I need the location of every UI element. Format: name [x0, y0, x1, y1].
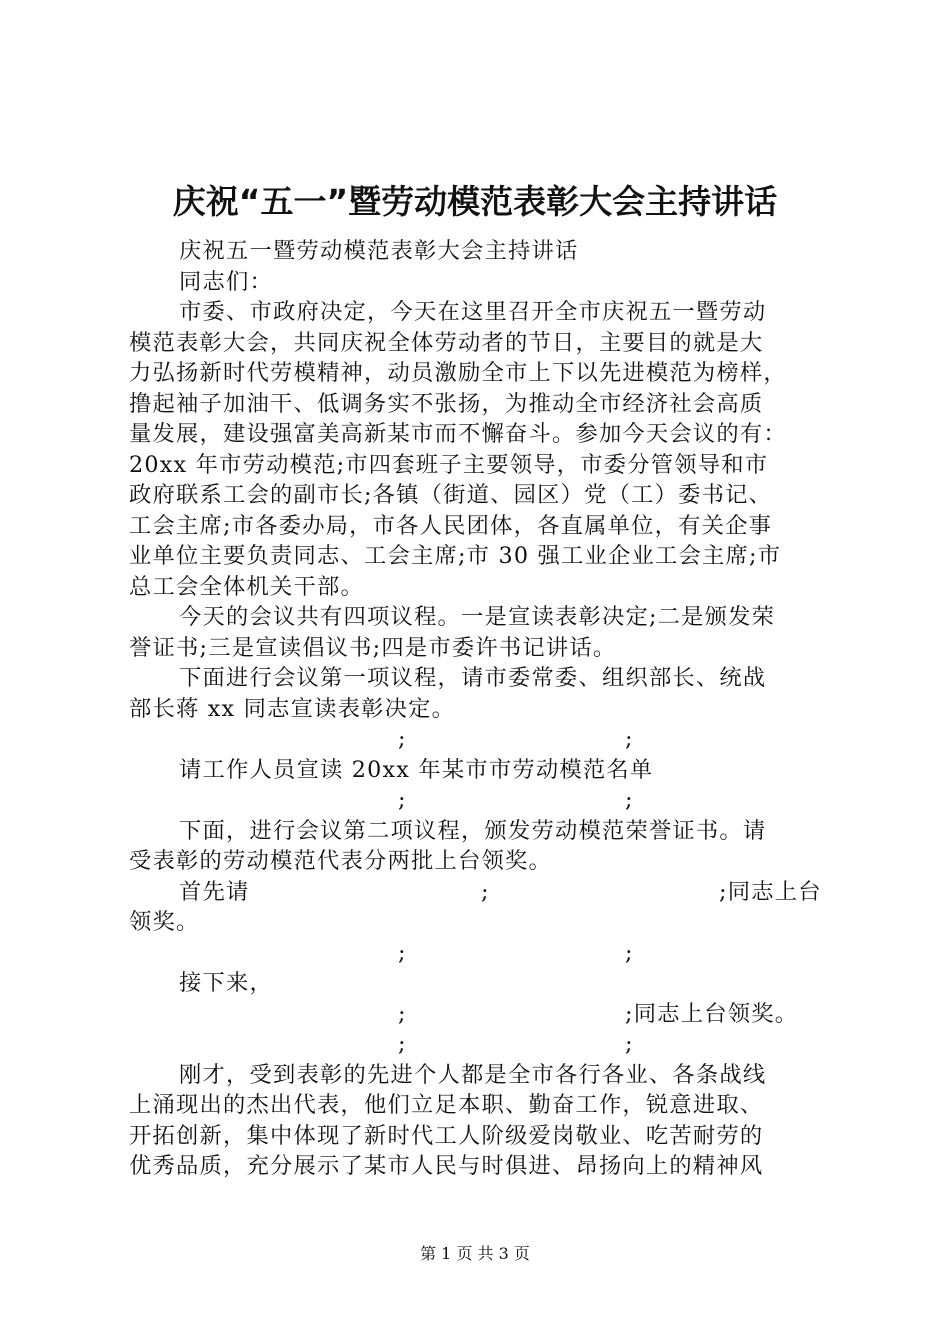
paragraph-line: 刚才，受到表彰的先进个人都是全市各行各业、各条战线: [179, 1061, 767, 1088]
paragraph-line: 力弘扬新时代劳模精神，动员激励全市上下以先进模范为榜样，: [129, 360, 787, 386]
salutation-line: 同志们：: [179, 268, 273, 295]
paragraph-line: 领奖。: [129, 909, 200, 935]
blank-placeholder-line: [129, 938, 829, 969]
paragraph-line: 工会主席;市各委办局，市各人民团体，各直属单位，有关企事: [129, 512, 773, 539]
document-body: [129, 236, 829, 1182]
paragraph-line: 业单位主要负责同志、工会主席;市 30 强工业企业工会主席;市: [129, 543, 782, 569]
paragraph-line: 优秀品质，充分展示了某市人民与时俱进、昂扬向上的精神风: [129, 1153, 764, 1179]
paragraph-text: 首先请: [179, 878, 250, 905]
paragraph-line: 政府联系工会的副市长;各镇（街道、园区）党（工）委书记、: [129, 482, 773, 508]
semicolon-mark: ;: [398, 939, 407, 966]
semicolon-mark: ;: [625, 939, 634, 966]
blank-placeholder-line: [129, 1029, 829, 1060]
semicolon-mark: ;: [398, 787, 407, 813]
semicolon-mark: ;: [398, 1031, 407, 1057]
paragraph-line: 市委、市政府决定，今天在这里召开全市庆祝五一暨劳动: [179, 299, 767, 325]
paragraph-line: 下面进行会议第一项议程，请市委常委、组织部长、统战: [179, 665, 767, 691]
page-number-footer: 第 1 页 共 3 页: [420, 1244, 530, 1263]
paragraph-line: 上涌现出的杰出代表，他们立足本职、勤奋工作，锐意进取、: [129, 1092, 764, 1118]
semicolon-mark: ;: [625, 787, 634, 813]
paragraph-line: 誉证书;三是宣读倡议书;四是市委许书记讲话。: [129, 634, 617, 661]
paragraph-line: 20xx 年市劳动模范;市四套班子主要领导，市委分管领导和市: [129, 451, 769, 478]
paragraph-line: 请工作人员宣读 20xx 年某市市劳动模范名单: [179, 756, 654, 783]
paragraph-line: 模范表彰大会，共同庆祝全体劳动者的节日，主要目的就是大: [129, 329, 764, 356]
paragraph-text: ;同志上台: [719, 878, 822, 905]
blank-placeholder-line: [129, 785, 829, 816]
blank-placeholder-line: [129, 999, 829, 1030]
semicolon-mark: ;: [398, 1000, 407, 1027]
blank-placeholder-line: [129, 724, 829, 755]
semicolon-mark: ;: [625, 726, 634, 752]
document-title: 庆祝“五一”暨劳动模范表彰大会主持讲话: [172, 182, 778, 221]
blank-placeholder-line: [129, 877, 829, 908]
paragraph-text: ;同志上台领奖。: [625, 1000, 799, 1027]
paragraph-line: 下面，进行会议第二项议程，颁发劳动模范荣誉证书。请: [179, 817, 767, 844]
paragraph-line: 开拓创新，集中体现了新时代工人阶级爱岗敬业、吃苦耐劳的: [129, 1122, 764, 1149]
semicolon-mark: ;: [625, 1031, 634, 1057]
semicolon-mark: ;: [481, 878, 490, 905]
paragraph-line: 受表彰的劳动模范代表分两批上台领奖。: [129, 848, 552, 874]
paragraph-line: 撸起袖子加油干、低调务实不张扬，为推动全市经济社会高质: [129, 390, 764, 417]
paragraph-line: 接下来，: [179, 970, 273, 996]
subtitle-line: 庆祝五一暨劳动模范表彰大会主持讲话: [179, 238, 579, 264]
paragraph-line: 总工会全体机关干部。: [129, 573, 364, 600]
semicolon-mark: ;: [398, 726, 407, 752]
paragraph-line: 量发展，建设强富美高新某市而不懈奋斗。参加今天会议的有：: [129, 421, 787, 447]
paragraph-line: 部长蒋 xx 同志宣读表彰决定。: [129, 695, 456, 722]
paragraph-line: 今天的会议共有四项议程。一是宣读表彰决定;二是颁发荣: [179, 604, 776, 630]
